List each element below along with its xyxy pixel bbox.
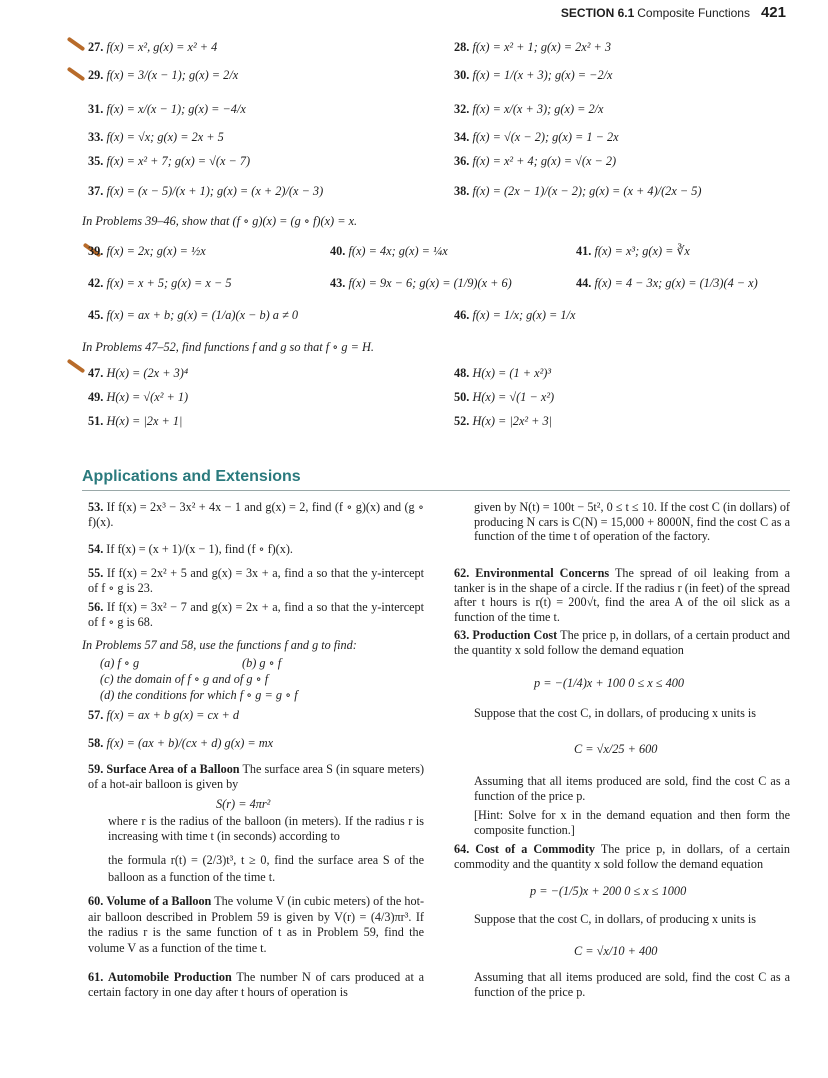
pencil-mark-icon <box>67 359 86 374</box>
problem-64-cost-intro: Suppose that the cost C, in dollars, of producing x units is <box>474 912 756 926</box>
problem-49: 49. H(x) = √(x² + 1) <box>88 390 189 404</box>
problem-39: 39. f(x) = 2x; g(x) = ½x <box>88 244 206 258</box>
surface-area-equation: S(r) = 4πr² <box>216 797 271 811</box>
page-number: 421 <box>760 4 786 21</box>
problem-48: 48. H(x) = (1 + x²)³ <box>454 366 552 380</box>
problem-61: 61. Automobile Production The number N of cars produced at a certain factory in one day after t hours of operation is <box>88 970 425 999</box>
instructions-47-52: In Problems 47–52, find functions f and g so that f ∘ g = H. <box>82 340 374 354</box>
problem-46: 46. f(x) = 1/x; g(x) = 1/x <box>454 308 576 322</box>
option-b: (b) g ∘ f <box>242 656 282 670</box>
instructions-39-46: In Problems 39–46, show that (f ∘ g)(x) = (g ∘ f)(x) = x. <box>82 214 358 228</box>
problem-63-cost-intro: Suppose that the cost C, in dollars, of producing x units is <box>474 706 756 720</box>
problem-63: 63. Production Cost The price p, in dollars, of a certain product and the quantity x sold follow the demand equation <box>454 628 791 657</box>
problem-64-ask: Assuming that all items produced are sold, find the cost C as a function of the price p. <box>474 970 790 999</box>
section-label: SECTION 6.1 <box>560 6 635 20</box>
cost-equation-63: C = √x/25 + 600 <box>574 742 658 756</box>
problem-27: 27. f(x) = x², g(x) = x² + 4 <box>88 40 218 54</box>
problem-34: 34. f(x) = √(x − 2); g(x) = 1 − 2x <box>454 130 619 144</box>
problem-63-hint: [Hint: Solve for x in the demand equation and then form the composite function.] <box>474 808 790 837</box>
problem-63-ask: Assuming that all items produced are sold, find the cost C as a function of the price p. <box>474 774 790 803</box>
problem-42: 42. f(x) = x + 5; g(x) = x − 5 <box>88 276 232 290</box>
pencil-mark-icon <box>67 37 86 52</box>
problem-44: 44. f(x) = 4 − 3x; g(x) = (1/3)(4 − x) <box>576 276 758 290</box>
option-a: (a) f ∘ g <box>100 656 140 670</box>
option-c: (c) the domain of f ∘ g and of g ∘ f <box>100 672 269 686</box>
section-name: Composite Functions <box>637 6 750 20</box>
problem-60: 60. Volume of a Balloon The volume V (in cubic meters) of the hot-air balloon described in Problem 59 is given by V(r) = (4/3)πr³. If the radius r is the same function of t as in Problem 59, find the volume V as a function of the time t. <box>88 894 425 955</box>
problem-50: 50. H(x) = √(1 − x²) <box>454 390 555 404</box>
demand-equation-63: p = −(1/4)x + 100 0 ≤ x ≤ 400 <box>534 676 685 690</box>
pencil-mark-icon <box>67 67 86 82</box>
problem-40: 40. f(x) = 4x; g(x) = ¼x <box>330 244 448 258</box>
section-rule <box>82 490 790 491</box>
problem-37: 37. f(x) = (x − 5)/(x + 1); g(x) = (x + 2)/(x − 3) <box>88 184 324 198</box>
cost-equation-64: C = √x/10 + 400 <box>574 944 658 958</box>
problem-35: 35. f(x) = x² + 7; g(x) = √(x − 7) <box>88 154 251 168</box>
option-d: (d) the conditions for which f ∘ g = g ∘ f <box>100 688 298 702</box>
problem-38: 38. f(x) = (2x − 1)/(x − 2); g(x) = (x + 4)/(2x − 5) <box>454 184 702 198</box>
problem-51: 51. H(x) = |2x + 1| <box>88 414 183 428</box>
problem-47: 47. H(x) = (2x + 3)⁴ <box>88 366 189 380</box>
problem-52: 52. H(x) = |2x² + 3| <box>454 414 553 428</box>
section-title: Applications and Extensions <box>82 468 301 485</box>
problem-61-cont: given by N(t) = 100t − 5t², 0 ≤ t ≤ 10. If the cost C (in dollars) of producing N cars is C(N) = 15,000 + 8000N, find the cost C as a function of the time t of operation of the factory. <box>474 500 790 544</box>
page-header <box>561 4 786 21</box>
problem-58: 58. f(x) = (ax + b)/(cx + d) g(x) = mx <box>88 736 274 750</box>
problem-30: 30. f(x) = 1/(x + 3); g(x) = −2/x <box>454 68 613 82</box>
problem-59-cont: where r is the radius of the balloon (in meters). If the radius r is increasing with time t (in seconds) according to <box>108 814 424 843</box>
problem-59: 59. Surface Area of a Balloon The surface area S (in square meters) of a hot-air balloon is given by <box>88 762 424 791</box>
problem-55: 55. If f(x) = 2x² + 5 and g(x) = 3x + a, find a so that the y-intercept of f ∘ g is 23. <box>88 566 425 595</box>
problem-41: 41. f(x) = x³; g(x) = ∛x <box>576 244 690 258</box>
problem-57: 57. f(x) = ax + b g(x) = cx + d <box>88 708 239 722</box>
problem-54: 54. If f(x) = (x + 1)/(x − 1), find (f ∘ f)(x). <box>88 542 293 556</box>
instructions-57-58: In Problems 57 and 58, use the functions f and g to find: <box>82 638 357 652</box>
problem-31: 31. f(x) = x/(x − 1); g(x) = −4/x <box>88 102 246 116</box>
problem-62: 62. Environmental Concerns The spread of oil leaking from a tanker is in the shape of a circle. If the radius r (in feet) of the spread after t hours is r(t) = 200√t, find the area A of the oil slick as a function of the time t. <box>454 566 791 624</box>
problem-32: 32. f(x) = x/(x + 3); g(x) = 2/x <box>454 102 604 116</box>
problem-53: 53. If f(x) = 2x³ − 3x² + 4x − 1 and g(x) = 2, find (f ∘ g)(x) and (g ∘ f)(x). <box>88 500 424 529</box>
problem-64: 64. Cost of a Commodity The price p, in dollars, of a certain commodity and the quantity x sold follow the demand equation <box>454 842 790 871</box>
demand-equation-64: p = −(1/5)x + 200 0 ≤ x ≤ 1000 <box>530 884 687 898</box>
problem-33: 33. f(x) = √x; g(x) = 2x + 5 <box>88 130 224 144</box>
problem-36: 36. f(x) = x² + 4; g(x) = √(x − 2) <box>454 154 617 168</box>
problem-43: 43. f(x) = 9x − 6; g(x) = (1/9)(x + 6) <box>330 276 512 290</box>
problem-28: 28. f(x) = x² + 1; g(x) = 2x² + 3 <box>454 40 612 54</box>
problem-59-formula: the formula r(t) = (2/3)t³, t ≥ 0, find the surface area S of the balloon as a function of the time t. <box>108 853 424 884</box>
problem-56: 56. If f(x) = 3x² − 7 and g(x) = 2x + a, find a so that the y-intercept of f ∘ g is 68. <box>88 600 425 629</box>
problem-45: 45. f(x) = ax + b; g(x) = (1/a)(x − b) a ≠ 0 <box>88 308 298 322</box>
problem-29: 29. f(x) = 3/(x − 1); g(x) = 2/x <box>88 68 239 82</box>
